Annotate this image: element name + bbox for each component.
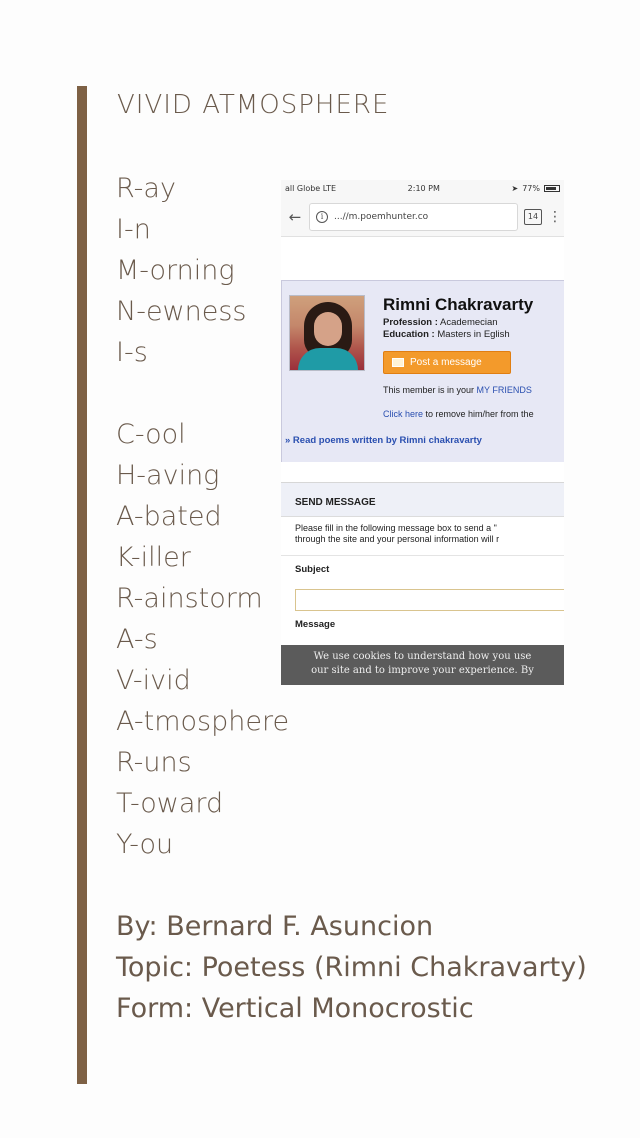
education-label: Education : (383, 329, 435, 340)
location-icon: ➤ (511, 184, 519, 193)
subject-label: Subject (295, 564, 330, 575)
cookie-line: our site and to improve your experience. By (311, 665, 534, 676)
credit-topic: Topic: Poetess (Rimni Chakravarty) (116, 952, 587, 983)
credit-form: Form: Vertical Monocrostic (116, 993, 474, 1024)
post-message-label: Post a message (410, 357, 482, 368)
cookie-line: We use cookies to understand how you use (313, 651, 532, 662)
friend-note (383, 385, 532, 395)
poem-line: A-bated (116, 501, 222, 532)
embedded-screenshot (281, 180, 564, 685)
carrier-label: all Globe LTE (285, 184, 337, 193)
message-label: Message (295, 619, 336, 630)
poem-line: I-s (116, 337, 148, 368)
profile-meta (383, 317, 510, 341)
battery-icon (544, 185, 560, 192)
address-bar[interactable] (309, 203, 518, 231)
send-message-instructions (281, 517, 564, 551)
poem-line: A-s (116, 624, 158, 655)
tabs-button[interactable]: 14 (524, 209, 542, 225)
read-poems-link[interactable]: » Read poems written by Rimni chakravarty (285, 435, 482, 446)
poem-line: R-ainstorm (116, 583, 263, 614)
post-message-button[interactable] (383, 351, 511, 374)
kebab-menu-icon[interactable]: ⋮ (548, 208, 562, 225)
profession-row (383, 317, 510, 329)
cookie-banner (281, 645, 564, 685)
poem-line: R-ay (116, 173, 176, 204)
remove-text: to remove him/her from the (425, 409, 534, 419)
instructions-line: Please fill in the following message box to send a " (295, 523, 497, 533)
profile-photo (289, 295, 365, 371)
poem-line: R-uns (116, 747, 192, 778)
poem-line: N-ewness (116, 296, 247, 327)
click-here-link[interactable]: Click here (383, 409, 424, 419)
poem-line: Y-ou (116, 829, 174, 860)
profile-card (281, 280, 564, 462)
poem-line: K-iller (116, 542, 191, 573)
poem-line: V-ivid (116, 665, 191, 696)
status-bar (281, 180, 564, 197)
credit-author: By: Bernard F. Asuncion (116, 911, 434, 942)
poem-credits (116, 906, 587, 1029)
status-right (512, 184, 560, 193)
poem-line: M-orning (116, 255, 235, 286)
poem-line: C-ool (116, 419, 186, 450)
clock: 2:10 PM (407, 184, 440, 193)
page-gap (281, 237, 564, 280)
profession-value: Academecian (440, 317, 498, 328)
friend-note-text: This member is in your (383, 385, 475, 395)
poem-line: H-aving (116, 460, 220, 491)
poem-title: VIVID ATMOSPHERE (117, 90, 390, 120)
education-row (383, 329, 510, 341)
education-value: Masters in Eglish (437, 329, 510, 340)
poem-line: T-oward (116, 788, 224, 819)
url-text: ...//m.poemhunter.co (334, 211, 429, 222)
photo-face (314, 312, 342, 346)
my-friends-link[interactable]: MY FRIENDS (476, 385, 532, 395)
envelope-icon (392, 358, 404, 367)
poem-line: I-n (116, 214, 151, 245)
poem-line: A-tmosphere (116, 706, 290, 737)
browser-toolbar (281, 197, 564, 237)
profile-name: Rimni Chakravarty (383, 295, 534, 314)
vertical-rule (77, 86, 87, 1084)
arrow-left-icon[interactable]: ← (288, 207, 302, 226)
info-icon[interactable]: i (316, 211, 328, 223)
profession-label: Profession : (383, 317, 438, 328)
instructions-line: through the site and your personal information will r (295, 534, 500, 544)
subject-input[interactable] (295, 589, 564, 611)
remove-note (383, 409, 534, 419)
battery-percent: 77% (522, 184, 540, 193)
send-message-header: SEND MESSAGE (281, 483, 564, 517)
stanza-break (116, 373, 289, 414)
photo-clothing (298, 348, 358, 371)
acrostic-poem (116, 168, 289, 865)
